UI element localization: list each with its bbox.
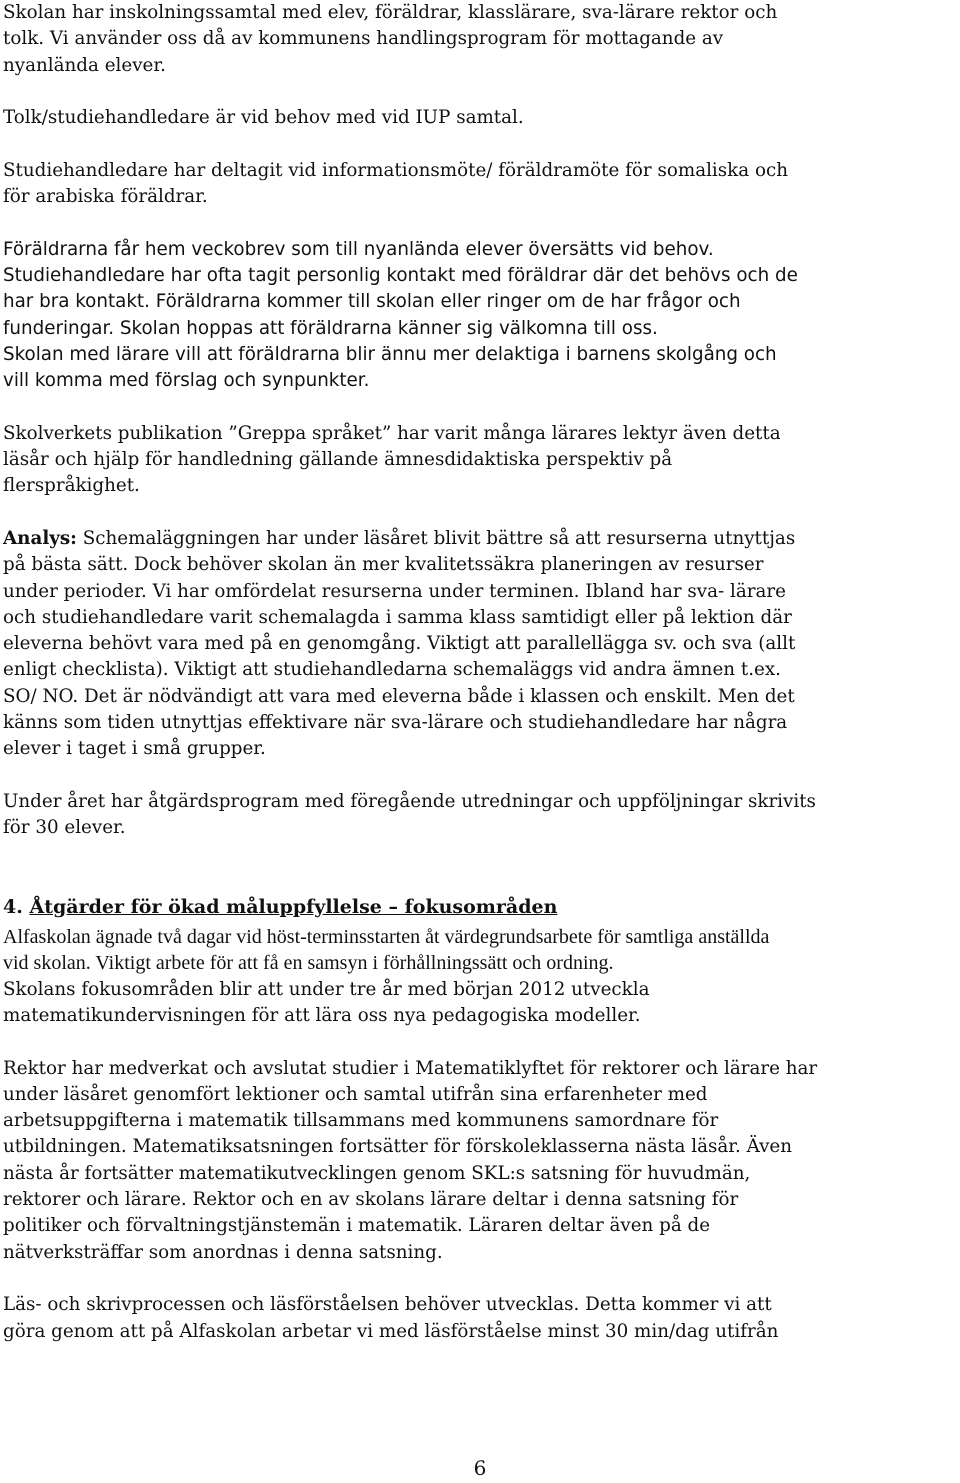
- text-line: vid skolan. Viktigt arbete för att få en samsyn i förhållningssätt och ordning.: [3, 952, 614, 975]
- text-line: för arabiska föräldrar.: [3, 186, 208, 208]
- text-line: arbetsuppgifterna i matematik tillsammans med kommunens samordnare för: [3, 1110, 719, 1132]
- paragraph-math: [3, 1056, 958, 1266]
- text-line: Skolans fokusområden blir att under tre år med början 2012 utveckla: [3, 978, 650, 1000]
- text-line: Studiehandledare har deltagit vid informationsmöte/ föräldramöte för somaliska och: [3, 159, 788, 181]
- paragraph-parents: [3, 237, 958, 395]
- text-line: funderingar. Skolan hoppas att föräldrarna känner sig välkomna till oss.: [3, 317, 658, 339]
- text-line: under läsåret genomfört lektioner och samtal utifrån sina erfarenheter med: [3, 1083, 708, 1105]
- paragraph-interpreter: [3, 105, 958, 131]
- document-page: [3, 0, 958, 1345]
- text-line: känns som tiden utnyttjas effektivare när sva-lärare och studiehandledare har några: [3, 712, 788, 734]
- text-line: Rektor har medverkat och avslutat studier i Matematiklyftet för rektorer och lärare har: [3, 1057, 818, 1079]
- paragraph-study-guidance: [3, 158, 958, 211]
- text-line: elever i taget i små grupper.: [3, 738, 266, 760]
- text-line: tolk. Vi använder oss då av kommunens handlingsprogram för mottagande av: [3, 28, 724, 50]
- paragraph-intake: [3, 0, 958, 79]
- text-line: Alfaskolan ägnade två dagar vid höst-terminsstarten åt värdegrundsarbete för samtliga anställda: [3, 926, 770, 949]
- text-line: Föräldrarna får hem veckobrev som till nyanlända elever översätts vid behov.: [3, 238, 714, 260]
- text-line: läsår och hjälp för handledning gällande ämnesdidaktiska perspektiv på: [3, 449, 673, 471]
- analysis-label: Analys:: [3, 527, 77, 549]
- page-number: 6: [473, 1456, 487, 1480]
- paragraph-analysis: [3, 526, 958, 763]
- text-line: har bra kontakt. Föräldrarna kommer till skolan eller ringer om de har frågor och: [3, 291, 741, 313]
- text-line: enligt checklista). Viktigt att studiehandledarna schemaläggs vid andra ämnen t.ex.: [3, 659, 781, 681]
- text-line: vill komma med förslag och synpunkter.: [3, 370, 370, 392]
- text-line: eleverna behövt vara med på en genomgång. Viktigt att parallellägga sv. och sva (allt: [3, 633, 796, 655]
- text-line: nyanlända elever.: [3, 54, 166, 76]
- text-line: nätverksträffar som anordnas i denna satsning.: [3, 1241, 443, 1263]
- text-line: Skolan med lärare vill att föräldrarna blir ännu mer delaktiga i barnens skolgång och: [3, 343, 777, 365]
- text-line: rektorer och lärare. Rektor och en av skolans lärare deltar i denna satsning för: [3, 1189, 739, 1211]
- paragraph-publication: [3, 421, 958, 500]
- text-line: nästa år fortsätter matematikutvecklingen genom SKL:s satsning för huvudmän,: [3, 1162, 751, 1184]
- text-line: under perioder. Vi har omfördelat resurserna under terminen. Ibland har sva- lärare: [3, 580, 786, 602]
- text-line: Skolan har inskolningssamtal med elev, föräldrar, klasslärare, sva-lärare rektor och: [3, 2, 778, 23]
- text-line: politiker och förvaltningstjänstemän i matematik. Läraren deltar även på de: [3, 1215, 711, 1237]
- text-line: SO/ NO. Det är nödvändigt att vara med eleverna både i klassen och enskilt. Men det: [3, 685, 795, 707]
- analysis-first-line: Schemaläggningen har under läsåret blivit bättre så att resurserna utnyttjas: [76, 527, 796, 549]
- text-line: Studiehandledare har ofta tagit personlig kontakt med föräldrar där det behövs och de: [3, 264, 798, 286]
- text-line: och studiehandledare varit schemalagda i samma klass samtidigt eller på lektion där: [3, 606, 792, 628]
- section-number: 4.: [3, 896, 23, 919]
- text-line: Under året har åtgärdsprogram med föregående utredningar och uppföljningar skrivits: [3, 790, 816, 812]
- paragraph-action-programs: [3, 789, 958, 842]
- text-line: för 30 elever.: [3, 817, 126, 839]
- text-line: Skolverkets publikation ”Greppa språket” har varit många lärares lektyr även detta: [3, 422, 781, 444]
- paragraph-reading: [3, 1292, 958, 1345]
- section-4: [3, 894, 958, 1029]
- text-line: utbildningen. Matematiksatsningen fortsätter för förskoleklasserna nästa läsår. Även: [3, 1136, 792, 1158]
- text-line: flerspråkighet.: [3, 475, 140, 497]
- text-line: matematikundervisningen för att lära oss nya pedagogiska modeller.: [3, 1004, 641, 1026]
- text-line: på bästa sätt. Dock behöver skolan än mer kvalitetssäkra planeringen av resurser: [3, 554, 764, 576]
- text-line: [3, 526, 958, 552]
- text-line: Tolk/studiehandledare är vid behov med vid IUP samtal.: [3, 107, 524, 129]
- text-line: Läs- och skrivprocessen och läsförståelsen behöver utvecklas. Detta kommer vi att: [3, 1294, 772, 1316]
- text-line: göra genom att på Alfaskolan arbetar vi med läsförståelse minst 30 min/dag utifrån: [3, 1320, 779, 1342]
- section-title: Åtgärder för ökad måluppfyllelse – fokusområden: [29, 896, 558, 919]
- section-heading: [3, 894, 958, 920]
